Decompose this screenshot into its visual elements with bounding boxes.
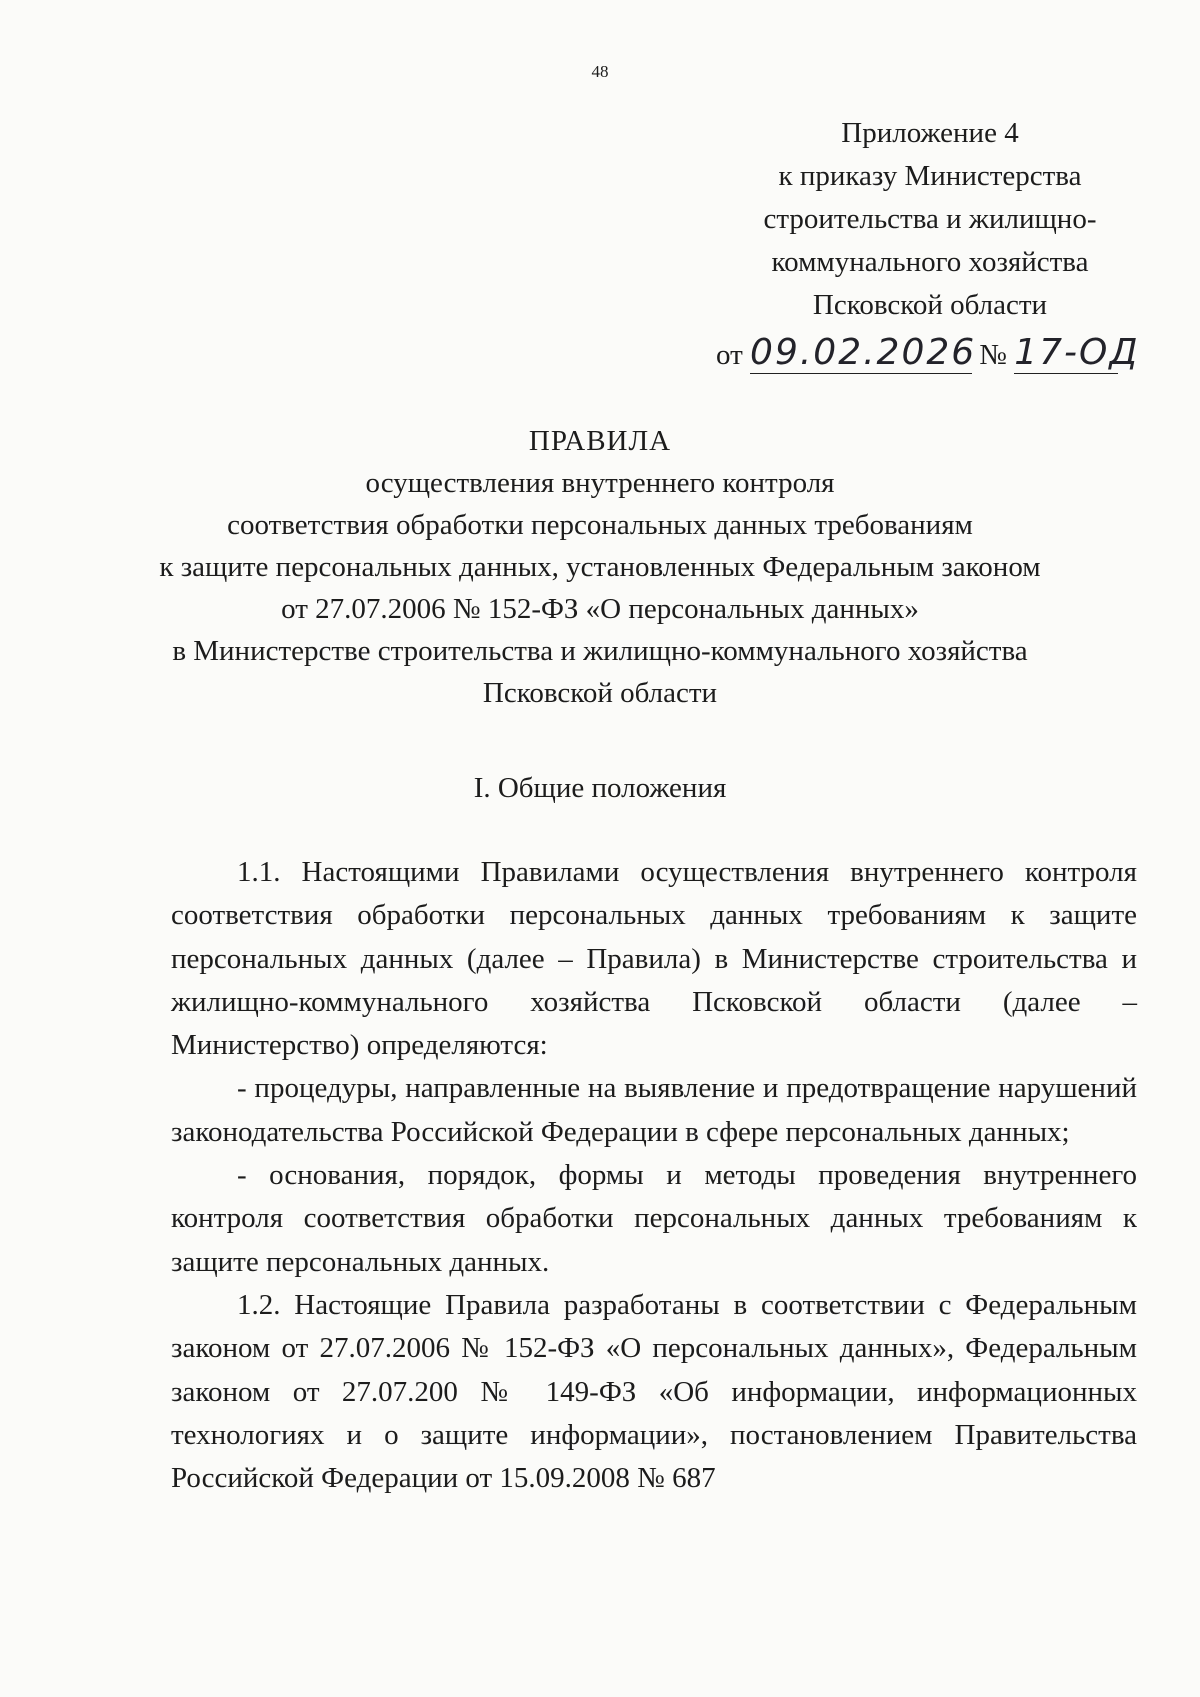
section-heading: I. Общие положения <box>473 772 727 804</box>
date-prefix: от <box>716 339 743 371</box>
paragraph-1-2: 1.2. Настоящие Правила разработаны в соответствии с Федеральным законом от 27.07.2006 № 152-ФЗ «О персональных данных», Федеральным законом от 27.07.200 № 149-ФЗ «Об информации, информационных технологиях и о защите информации», постановлением Правительства Российской Федерации от 15.09.2008 № 687 <box>171 1288 1137 1495</box>
date-field <box>750 332 977 374</box>
title-line-4: от 27.07.2006 № 152-ФЗ «О персональных данных» <box>281 593 919 625</box>
paragraph-list-item-2: - основания, порядок, формы и методы проведения внутреннего контроля соответствия обработки персональных данных требованиям к защите персональных данных. <box>171 1159 1137 1278</box>
title-line-5: в Министерстве строительства и жилищно-коммунального хозяйства <box>172 635 1028 667</box>
appendix-header <box>710 112 1150 327</box>
appendix-line-3: строительства и жилищно- <box>763 203 1097 235</box>
order-date-number-line <box>716 332 1140 374</box>
paragraph-list-item-1: - процедуры, направленные на выявление и предотвращение нарушений законодательства Российской Федерации в сфере персональных данных; <box>171 1072 1137 1148</box>
title-line-2: соответствия обработки персональных данных требованиям <box>227 509 973 541</box>
document-body <box>171 851 1137 1500</box>
title-line-1: осуществления внутреннего контроля <box>365 467 835 499</box>
title-main: ПРАВИЛА <box>528 425 672 457</box>
title-line-3: к защите персональных данных, установленных Федеральным законом <box>159 551 1041 583</box>
appendix-line-1: Приложение 4 <box>841 117 1019 149</box>
document-title <box>0 420 1200 714</box>
handwritten-number: 17-ОД <box>1014 332 1140 373</box>
appendix-line-2: к приказу Министерства <box>778 160 1082 192</box>
number-prefix: № <box>979 339 1007 371</box>
page-number: 48 <box>591 62 609 81</box>
number-field <box>1014 332 1140 374</box>
handwritten-date: 09.02.2026 <box>750 332 977 373</box>
appendix-line-4: коммунального хозяйства <box>771 246 1089 278</box>
paragraph-1-1: 1.1. Настоящими Правилами осуществления внутреннего контроля соответствия обработки персональных данных требованиям к защите персональных данных (далее – Правила) в Министерстве строительства и жилищно-коммунального хозяйства Псковской области (далее – Министерство) определяются: <box>171 856 1137 1062</box>
appendix-line-5: Псковской области <box>812 289 1048 321</box>
title-line-6: Псковской области <box>482 677 718 709</box>
